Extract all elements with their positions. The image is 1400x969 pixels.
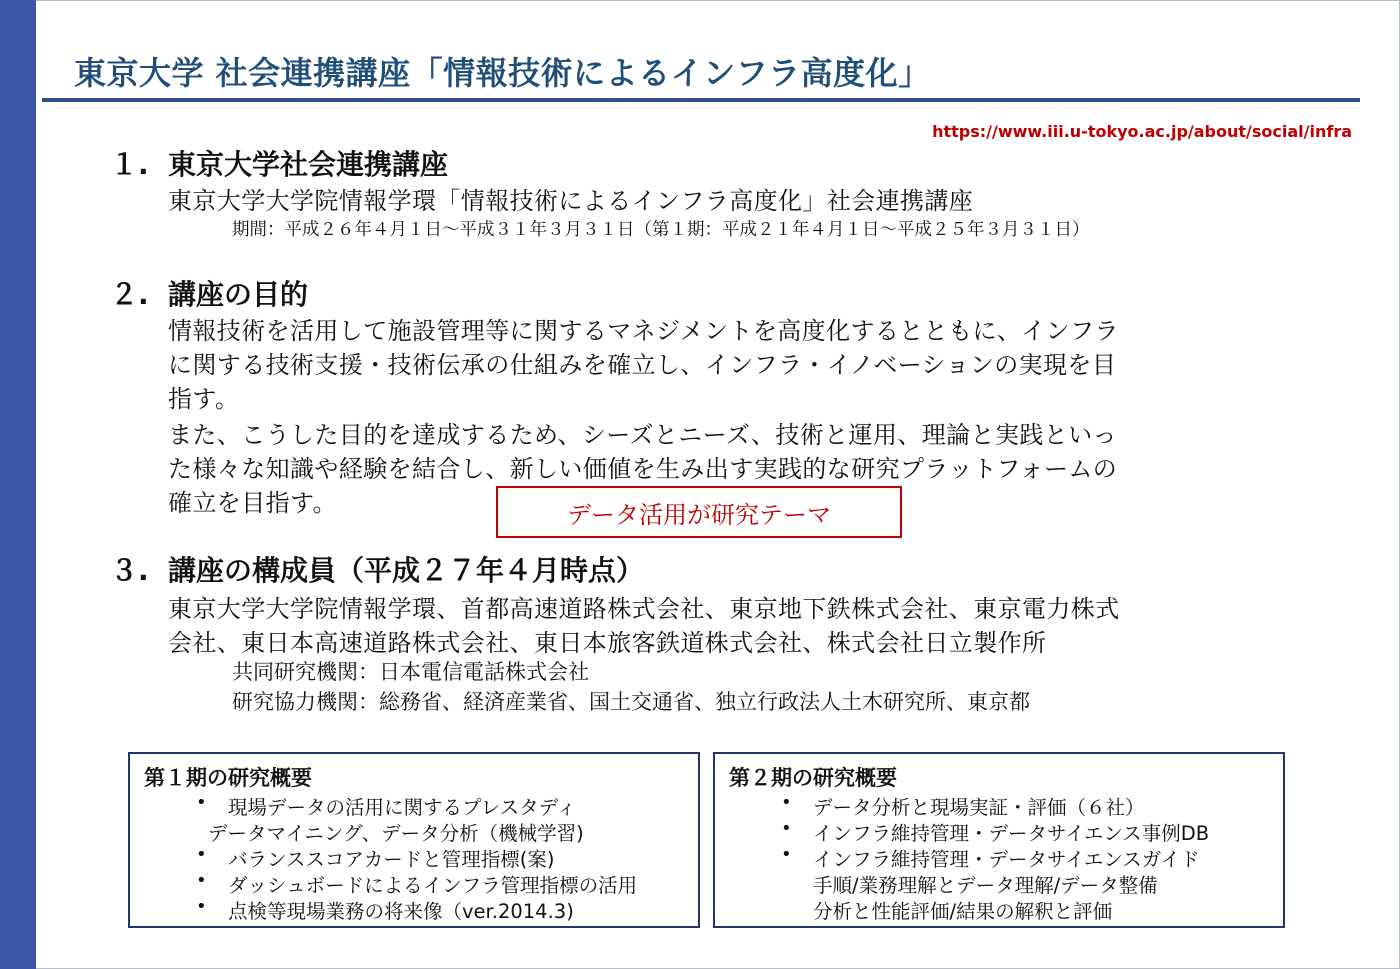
phase-1-item: 現場データの活用に関するプレスタディ (228, 796, 577, 819)
phase-1-item: データマイニング、データ分析（機械学習) (208, 822, 584, 845)
section-2-line: た様々な知識や経験を結合し、新しい価値を生み出す実践的な研究プラットフォームの (168, 455, 1118, 483)
phase-1-item: ダッシュボードによるインフラ管理指標の活用 (228, 874, 638, 897)
section-1-period-note: 期間：平成２６年４月１日～平成３１年３月３１日（第１期：平成２１年４月１日～平成２５年３月３１日） (232, 220, 1090, 240)
phase-1-item: 点検等現場業務の将来像（ver.2014.3) (228, 900, 574, 923)
phase-1-title: 第１期の研究概要 (144, 766, 312, 790)
phase-1-item: バランススコアカードと管理指標(案) (228, 848, 555, 871)
section-3-number: ３. (110, 554, 149, 587)
left-accent-bar (0, 0, 36, 969)
bullet-dot: • (196, 792, 207, 813)
section-1-heading: 東京大学社会連携講座 (168, 148, 449, 181)
section-2-line: 情報技術を活用して施設管理等に関するマネジメントを高度化するとともに、インフラ (168, 317, 1119, 345)
phase-1-box (128, 752, 700, 928)
section-3-line: 会社、東日本高速道路株式会社、東日本旅客鉄道株式会社、株式会社日立製作所 (168, 629, 1047, 657)
phase-2-item: インフラ維持管理・データサイエンス事例DB (813, 822, 1210, 845)
phase-2-box (713, 752, 1285, 928)
research-cooperation-orgs: 研究協力機関：総務省、経済産業省、国土交通省、独立行政法人土木研究所、東京都 (232, 690, 1030, 714)
research-theme-callout (496, 486, 902, 538)
section-3-heading: 講座の構成員（平成２７年４月時点） (168, 554, 645, 587)
title-underline (42, 98, 1360, 102)
section-2-heading: 講座の目的 (168, 278, 309, 311)
source-url-link[interactable]: https://www.iii.u-tokyo.ac.jp/about/social/infra (932, 122, 1352, 141)
section-2-number: ２. (110, 278, 149, 311)
phase-2-item: 手順/業務理解とデータ理解/データ整備 (813, 874, 1158, 897)
joint-research-org: 共同研究機関：日本電信電話株式会社 (232, 660, 589, 684)
research-theme-label: データ活用が研究テーマ (567, 500, 831, 529)
phase-2-item: データ分析と現場実証・評価（６社） (813, 796, 1145, 819)
bullet-dot: • (781, 792, 792, 813)
section-1-number: １. (110, 148, 149, 181)
bullet-dot: • (781, 818, 792, 839)
phase-2-item: 分析と性能評価/結果の解釈と評価 (813, 900, 1113, 923)
phase-2-item: インフラ維持管理・データサイエンスガイド (813, 848, 1200, 871)
bullet-dot: • (196, 870, 207, 891)
bullet-dot: • (781, 844, 792, 865)
section-3-line: 東京大学大学院情報学環、首都高速道路株式会社、東京地下鉄株式会社、東京電力株式 (168, 595, 1120, 623)
phase-2-title: 第２期の研究概要 (729, 766, 897, 790)
section-2-line: 指す。 (168, 385, 240, 413)
bullet-dot: • (196, 896, 207, 917)
section-2-line: また、こうした目的を達成するため、シーズとニーズ、技術と運用、理論と実践といっ (168, 421, 1117, 449)
section-1-line: 東京大学大学院情報学環「情報技術によるインフラ高度化」社会連携講座 (168, 187, 974, 215)
bullet-dot: • (196, 844, 207, 865)
section-2-line: 確立を目指す。 (168, 489, 337, 517)
slide-title: 東京大学 社会連携講座「情報技術によるインフラ高度化」 (74, 54, 931, 92)
section-2-line: に関する技術支援・技術伝承の仕組みを確立し、インフラ・イノベーションの実現を目 (168, 351, 1117, 379)
